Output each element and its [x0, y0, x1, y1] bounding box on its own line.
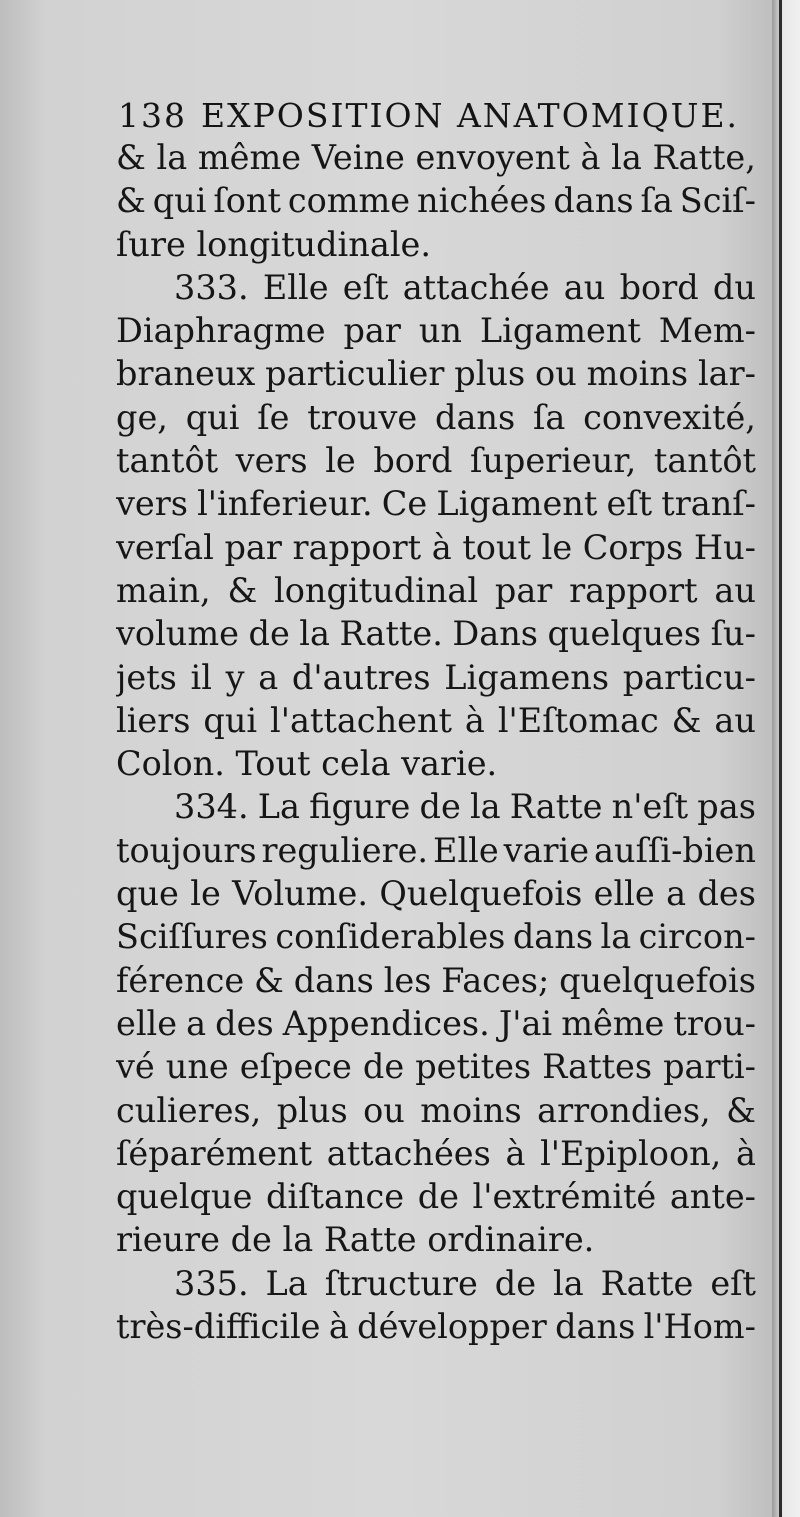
text-line: Colon. Tout cela varie. — [116, 744, 498, 784]
text-line — [116, 352, 756, 395]
word: très-difficile — [116, 1307, 321, 1347]
word: au — [714, 570, 756, 610]
page-edge — [772, 0, 800, 1517]
word: l'inferieur. — [197, 484, 373, 524]
word: l'extrémité — [472, 1177, 657, 1217]
text-line — [116, 785, 756, 828]
word: Elle — [262, 267, 329, 307]
word: petites — [415, 1047, 532, 1087]
word: 333. — [174, 267, 249, 307]
word: 335. — [174, 1263, 249, 1303]
word: la — [156, 138, 188, 177]
word: la — [600, 917, 632, 957]
word: l'attachent — [270, 700, 453, 740]
text-line: ſure longitudinale. — [116, 224, 432, 264]
word: Mem- — [658, 311, 756, 351]
word: J'ai — [498, 1003, 553, 1043]
word: attachée — [402, 267, 550, 307]
word: La — [265, 1263, 308, 1303]
word: à — [580, 138, 601, 177]
word: Diaphragme — [116, 311, 326, 351]
word: rapport — [569, 570, 698, 610]
word: convexité, — [583, 397, 756, 437]
word: envoyent — [415, 138, 570, 177]
word: Corps — [582, 527, 684, 567]
word: qui — [203, 700, 258, 740]
word: & — [116, 181, 146, 221]
word: à — [464, 700, 485, 740]
text-line — [116, 1045, 756, 1088]
word: main, — [116, 570, 211, 610]
word: dans — [553, 181, 634, 221]
word: & — [227, 570, 258, 610]
text-line — [116, 612, 756, 655]
word: dans — [512, 917, 594, 957]
word: un — [418, 311, 462, 351]
word: eſt — [710, 1263, 756, 1303]
word: eſt — [606, 484, 653, 524]
word: ſtructure — [324, 1263, 478, 1303]
word: attachées — [326, 1133, 491, 1173]
running-header — [118, 96, 748, 140]
word: 334. — [174, 787, 249, 827]
word: Ce — [381, 484, 428, 524]
text-line — [116, 569, 756, 612]
word: tout — [462, 527, 531, 567]
word: l'Epiploon, — [540, 1133, 722, 1173]
word: Ratte, — [652, 138, 756, 177]
word: rapport — [292, 527, 422, 567]
word: liers — [116, 700, 191, 740]
word: de — [362, 1047, 405, 1087]
word: que — [116, 874, 179, 914]
binding-shadow-line — [779, 0, 782, 1517]
word: particulier — [265, 354, 445, 394]
text-line — [116, 872, 756, 915]
word: elle — [593, 874, 655, 914]
text-line — [116, 656, 756, 699]
word: Hu- — [693, 527, 756, 567]
word: au — [714, 700, 756, 740]
text-line — [116, 266, 756, 309]
text-line: rieure de la Ratte ordinaire. — [116, 1220, 595, 1260]
word: qui — [185, 397, 240, 437]
text-line — [116, 915, 756, 958]
word: Quelquefois — [379, 874, 583, 914]
word: ſuperieur, — [469, 441, 637, 481]
word: conſiderables — [275, 917, 506, 957]
text-line — [116, 482, 756, 525]
text-line — [116, 829, 756, 872]
word: l'Eſtomac — [497, 700, 659, 740]
word: quelques — [547, 614, 702, 654]
word: par — [494, 570, 553, 610]
word: elle — [116, 1003, 178, 1043]
text-line — [116, 1002, 756, 1045]
word: toujours — [116, 830, 257, 870]
word: ou — [363, 1090, 405, 1130]
word: le — [325, 441, 356, 481]
word: Volume. — [232, 874, 368, 914]
word: dans — [435, 397, 516, 437]
word: à — [735, 1133, 756, 1173]
word: la — [469, 787, 501, 827]
word: quelquefois — [559, 960, 756, 1000]
word: même — [197, 138, 302, 177]
text-line — [116, 136, 756, 179]
word: de — [248, 614, 290, 654]
word: plus — [276, 1090, 348, 1130]
word: par — [224, 527, 282, 567]
word: l'Hom- — [643, 1307, 756, 1347]
word: ge, — [116, 397, 168, 437]
text-line — [116, 526, 756, 569]
page-number: 138 — [118, 96, 187, 135]
word: Dans — [452, 614, 538, 654]
word: ſont — [213, 181, 281, 221]
word: & — [726, 1090, 756, 1130]
word: trou- — [673, 1003, 756, 1043]
word: bord — [619, 267, 699, 307]
word: Rattes — [542, 1047, 653, 1087]
word: à — [431, 527, 452, 567]
word: ou — [535, 354, 577, 394]
text-line — [116, 1175, 756, 1218]
word: y — [225, 657, 245, 697]
word: tantôt — [116, 441, 219, 481]
word: au — [563, 267, 606, 307]
word: moins — [420, 1090, 522, 1130]
word: reguliere. — [261, 830, 429, 870]
text-line — [116, 309, 756, 352]
word: Faces; — [441, 960, 550, 1000]
word: à — [328, 1307, 349, 1347]
word: varie — [503, 830, 590, 870]
word: volume — [116, 614, 239, 654]
text-line — [116, 1262, 756, 1305]
word: les — [383, 960, 432, 1000]
word: figure — [309, 787, 411, 827]
word: parti- — [663, 1047, 756, 1087]
word: des — [215, 1003, 274, 1043]
text-line — [116, 1305, 756, 1348]
word: ſu- — [710, 614, 756, 654]
word: la — [553, 1263, 584, 1303]
text-line — [116, 396, 756, 439]
word: des — [697, 874, 756, 914]
word: tranſ- — [661, 484, 756, 524]
word: nichées — [417, 181, 547, 221]
word: ſa — [532, 397, 566, 437]
word: Ligament — [436, 484, 598, 524]
word: moins — [586, 354, 689, 394]
word: qui — [152, 181, 207, 221]
running-title: EXPOSITION ANATOMIQUE. — [201, 96, 740, 135]
word: Ratte — [600, 1263, 694, 1303]
word: Ratte — [509, 787, 603, 827]
word: a — [258, 657, 279, 697]
word: vers — [235, 441, 308, 481]
word: de — [417, 1177, 459, 1217]
word: Ligament — [479, 311, 641, 351]
text-line — [116, 1132, 756, 1175]
word: plus — [454, 354, 526, 394]
word: par — [343, 311, 401, 351]
word: ſa — [640, 181, 673, 221]
word: n'eſt — [611, 787, 689, 827]
word: Veine — [311, 138, 405, 177]
word: vé — [116, 1047, 155, 1087]
word: la — [611, 138, 642, 177]
word: eſpece — [239, 1047, 352, 1087]
word: d'autres — [291, 657, 431, 697]
word: bord — [373, 441, 453, 481]
word: du — [712, 267, 756, 307]
text-line — [116, 439, 756, 482]
word: à — [505, 1133, 526, 1173]
word: tantôt — [653, 441, 756, 481]
text-line — [116, 959, 756, 1002]
word: braneux — [116, 354, 256, 394]
word: particu- — [622, 657, 756, 697]
word: diſtance — [265, 1177, 405, 1217]
word: même — [561, 1003, 665, 1043]
word: ſéparément — [116, 1133, 313, 1173]
word: verſal — [116, 527, 214, 567]
word: développer — [357, 1307, 547, 1347]
word: férence — [116, 960, 245, 1000]
word: jets — [116, 657, 177, 697]
word: de — [494, 1263, 537, 1303]
word: comme — [287, 181, 411, 221]
word: circon- — [638, 917, 756, 957]
word: a — [666, 874, 687, 914]
word: a — [186, 1003, 207, 1043]
word: & — [254, 960, 284, 1000]
word: La — [257, 787, 300, 827]
word: la — [299, 614, 330, 654]
body-text — [116, 136, 756, 1348]
word: culieres, — [116, 1090, 262, 1130]
word: pas — [697, 787, 756, 827]
word: quelque — [116, 1177, 253, 1217]
text-line — [116, 699, 756, 742]
word: trouve — [307, 397, 418, 437]
word: dans — [555, 1307, 636, 1347]
word: & — [671, 700, 702, 740]
word: le — [190, 874, 221, 914]
word: dans — [293, 960, 374, 1000]
text-line — [116, 1089, 756, 1132]
word: Sciſ- — [679, 181, 756, 221]
word: vers — [116, 484, 188, 524]
word: longitudinal — [274, 570, 479, 610]
word: Ligamens — [444, 657, 610, 697]
word: auſſi-bien — [594, 830, 756, 870]
word: il — [190, 657, 212, 697]
text-line — [116, 179, 756, 222]
word: Appendices. — [282, 1003, 490, 1043]
word: Sciſſures — [116, 917, 268, 957]
word: ante- — [669, 1177, 756, 1217]
word: une — [165, 1047, 229, 1087]
word: eſt — [342, 267, 389, 307]
word: le — [541, 527, 573, 567]
word: & — [116, 138, 146, 177]
word: Ratte. — [339, 614, 443, 654]
word: Elle — [433, 830, 499, 870]
word: ſe — [257, 397, 290, 437]
word: de — [419, 787, 461, 827]
word: lar- — [697, 354, 756, 394]
word: arrondies, — [537, 1090, 711, 1130]
